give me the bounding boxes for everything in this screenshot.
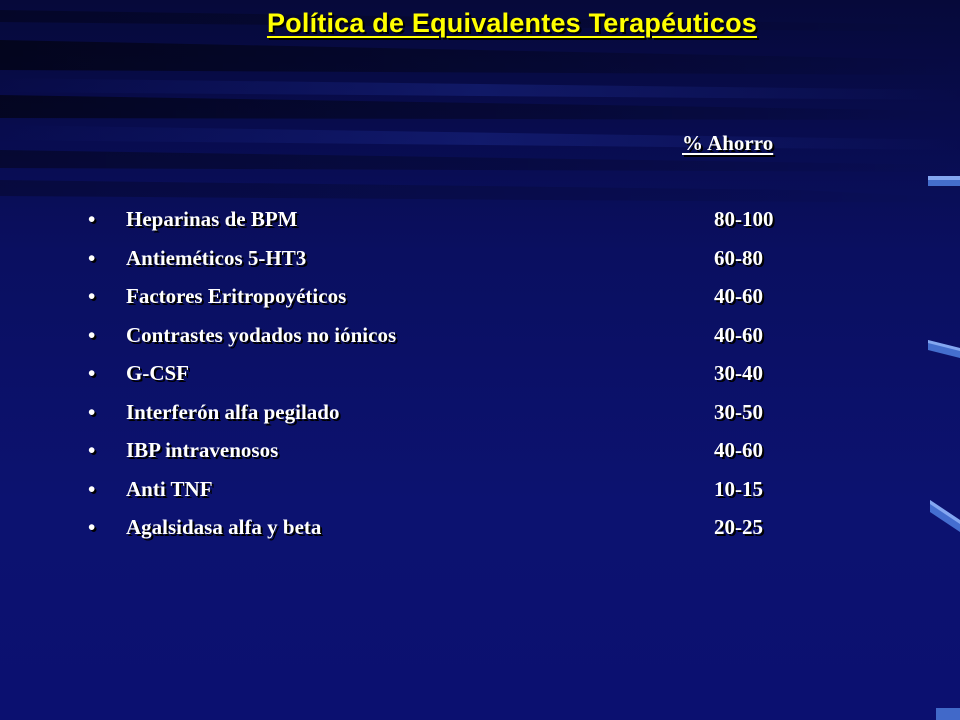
bullet-icon: •: [88, 515, 96, 539]
list-item: [88, 512, 828, 551]
list-item: [88, 397, 828, 436]
slide-title: Política de Equivalentes Terapéuticos: [266, 8, 758, 38]
savings-value: 40-60: [714, 438, 763, 462]
list-item: [88, 435, 828, 474]
list-item: [88, 243, 828, 282]
savings-value: 10-15: [714, 476, 763, 501]
drug-group-name: IBP intravenosos: [126, 438, 279, 462]
bullet-icon: •: [88, 438, 96, 462]
drug-savings-list: [88, 204, 828, 551]
drug-group-name: Heparinas de BPM: [126, 207, 298, 231]
drug-group-name: Interferón alfa pegilado: [126, 399, 340, 424]
savings-value: 60-80: [714, 245, 763, 270]
savings-value: 40-60: [714, 322, 763, 347]
list-item: [88, 320, 828, 359]
bullet-icon: •: [88, 361, 96, 385]
drug-group-name: Antieméticos 5-HT3: [126, 245, 307, 270]
bullet-icon: •: [88, 245, 96, 270]
savings-column-header: % Ahorro: [682, 131, 774, 155]
list-item: [88, 474, 828, 513]
savings-value: 30-50: [714, 399, 763, 424]
savings-value: 20-25: [714, 515, 763, 539]
bullet-icon: •: [88, 207, 96, 231]
savings-value: 80-100: [714, 207, 774, 231]
bullet-icon: •: [88, 476, 96, 501]
savings-value: 30-40: [714, 361, 763, 385]
bullet-icon: •: [88, 399, 96, 424]
savings-value: 40-60: [714, 284, 763, 308]
list-item: [88, 204, 828, 243]
drug-group-name: Factores Eritropoyéticos: [126, 284, 347, 308]
list-item: [88, 281, 828, 320]
drug-group-name: Anti TNF: [126, 476, 213, 501]
drug-group-name: Contrastes yodados no iónicos: [126, 322, 397, 347]
bullet-icon: •: [88, 322, 96, 347]
drug-group-name: Agalsidasa alfa y beta: [126, 515, 322, 539]
list-item: [88, 358, 828, 397]
bullet-icon: •: [88, 284, 96, 308]
drug-group-name: G-CSF: [126, 361, 189, 385]
